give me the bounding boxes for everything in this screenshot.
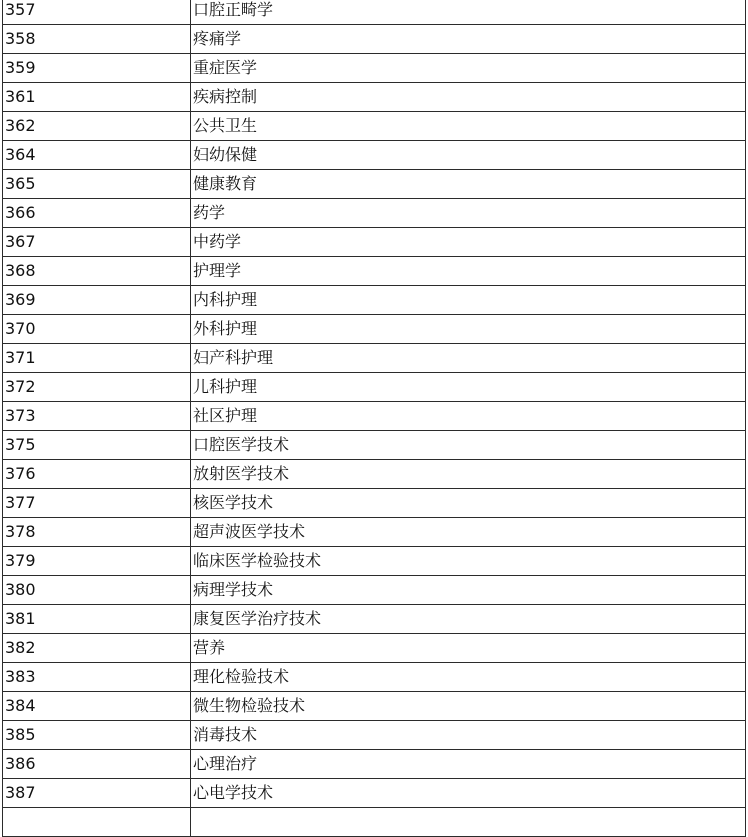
specialty-code-cell: 380 (3, 576, 191, 605)
table-row (3, 605, 746, 634)
specialty-code-cell: 359 (3, 54, 191, 83)
table-row (3, 199, 746, 228)
specialty-code-cell: 379 (3, 547, 191, 576)
specialty-code-cell: 377 (3, 489, 191, 518)
table-row (3, 779, 746, 808)
specialty-code-cell: 366 (3, 199, 191, 228)
specialty-name-cell: 公共卫生 (191, 112, 746, 141)
specialty-name-cell: 理化检验技术 (191, 663, 746, 692)
specialty-code-cell: 357 (3, 0, 191, 25)
table-row (3, 518, 746, 547)
table-row (3, 431, 746, 460)
table-row (3, 83, 746, 112)
specialty-name-cell: 健康教育 (191, 170, 746, 199)
specialty-code-cell: 367 (3, 228, 191, 257)
specialty-name-cell: 营养 (191, 634, 746, 663)
specialty-code-cell: 381 (3, 605, 191, 634)
specialty-name-cell: 口腔正畸学 (191, 0, 746, 25)
table-row (3, 402, 746, 431)
specialty-code-cell: 372 (3, 373, 191, 402)
table-row (3, 170, 746, 199)
specialty-code-cell: 375 (3, 431, 191, 460)
table-row (3, 344, 746, 373)
specialty-name-cell: 疾病控制 (191, 83, 746, 112)
specialty-code-cell: 376 (3, 460, 191, 489)
table-row (3, 489, 746, 518)
specialty-code-cell: 386 (3, 750, 191, 779)
table-body (3, 0, 746, 837)
table-row (3, 750, 746, 779)
specialty-name-cell: 护理学 (191, 257, 746, 286)
table-row (3, 663, 746, 692)
specialty-name-cell: 中药学 (191, 228, 746, 257)
specialty-code-cell: 387 (3, 779, 191, 808)
specialty-name-cell: 妇幼保健 (191, 141, 746, 170)
specialty-code-cell: 365 (3, 170, 191, 199)
table-row (3, 576, 746, 605)
specialty-name-cell: 儿科护理 (191, 373, 746, 402)
specialty-name-cell: 妇产科护理 (191, 344, 746, 373)
specialty-name-cell: 药学 (191, 199, 746, 228)
specialty-code-cell: 371 (3, 344, 191, 373)
specialty-name-cell: 重症医学 (191, 54, 746, 83)
table-row (3, 112, 746, 141)
specialty-code-cell (3, 808, 191, 837)
specialty-name-cell: 核医学技术 (191, 489, 746, 518)
table-row (3, 141, 746, 170)
table-row (3, 286, 746, 315)
specialty-code-cell: 373 (3, 402, 191, 431)
specialty-name-cell (191, 808, 746, 837)
specialty-code-table (2, 0, 746, 837)
specialty-name-cell: 口腔医学技术 (191, 431, 746, 460)
specialty-name-cell: 超声波医学技术 (191, 518, 746, 547)
specialty-name-cell: 疼痛学 (191, 25, 746, 54)
specialty-name-cell: 消毒技术 (191, 721, 746, 750)
table-row (3, 634, 746, 663)
table-row (3, 257, 746, 286)
specialty-name-cell: 放射医学技术 (191, 460, 746, 489)
specialty-name-cell: 心电学技术 (191, 779, 746, 808)
specialty-code-cell: 383 (3, 663, 191, 692)
table-row (3, 373, 746, 402)
table-row (3, 228, 746, 257)
specialty-name-cell: 内科护理 (191, 286, 746, 315)
table-row (3, 54, 746, 83)
specialty-code-cell: 370 (3, 315, 191, 344)
specialty-name-cell: 微生物检验技术 (191, 692, 746, 721)
specialty-code-cell: 384 (3, 692, 191, 721)
table-row (3, 721, 746, 750)
specialty-code-cell: 362 (3, 112, 191, 141)
specialty-code-cell: 378 (3, 518, 191, 547)
specialty-name-cell: 社区护理 (191, 402, 746, 431)
table-row (3, 692, 746, 721)
specialty-code-cell: 364 (3, 141, 191, 170)
specialty-code-cell: 385 (3, 721, 191, 750)
table-row (3, 0, 746, 25)
specialty-code-cell: 368 (3, 257, 191, 286)
specialty-name-cell: 外科护理 (191, 315, 746, 344)
table-row (3, 808, 746, 837)
table-row (3, 547, 746, 576)
specialty-code-cell: 361 (3, 83, 191, 112)
specialty-code-cell: 382 (3, 634, 191, 663)
table-row (3, 460, 746, 489)
specialty-name-cell: 临床医学检验技术 (191, 547, 746, 576)
table-row (3, 315, 746, 344)
table-row (3, 25, 746, 54)
specialty-name-cell: 心理治疗 (191, 750, 746, 779)
specialty-code-cell: 358 (3, 25, 191, 54)
specialty-name-cell: 康复医学治疗技术 (191, 605, 746, 634)
specialty-name-cell: 病理学技术 (191, 576, 746, 605)
specialty-code-cell: 369 (3, 286, 191, 315)
